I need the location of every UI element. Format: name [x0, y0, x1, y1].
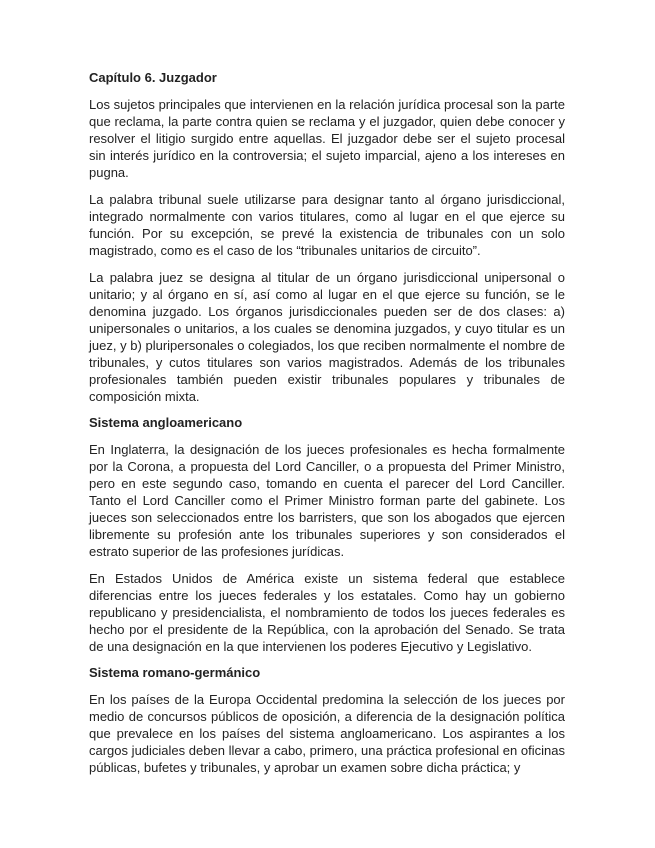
paragraph-estados-unidos: En Estados Unidos de América existe un sistema federal que establece diferencias entre los jueces federales y los estatales. Como hay un gobierno republicano y presidencialista, el nombramiento de todos los jueces federales es hecho por el presidente de la República, con la aprobación del Senado. Se trata de una designación en la que intervienen los poderes Ejecutivo y Legislativo. [89, 571, 565, 654]
paragraph-europa-occidental: En los países de la Europa Occidental predomina la selección de los jueces por medio de concursos públicos de oposición, a diferencia de la designación política que prevalece en los países del sistema angloamericano. Los aspirantes a los cargos judiciales deben llevar a cabo, primero, una práctica profesional en oficinas públicas, bufetes y tribunales, y aprobar un examen sobre dicha práctica; y [89, 692, 565, 775]
section-heading-romano-germanico: Sistema romano-germánico [89, 665, 261, 680]
paragraph-tribunal: La palabra tribunal suele utilizarse para designar tanto al órgano jurisdiccional, integrado normalmente con varios titulares, como al lugar en el que ejerce su función. Por su excepción, se prevé la existencia de tribunales con un solo magistrado, como es el caso de los “tribunales unitarios de circuito”. [89, 192, 565, 258]
document-page [89, 70, 565, 786]
paragraph-juez: La palabra juez se designa al titular de un órgano jurisdiccional unipersonal o unitario; y al órgano en sí, así como al lugar en el que ejerce su función, se le denomina juzgado. Los órganos jurisdiccionales pueden ser de dos clases: a) unipersonales o unitarios, a los cuales se denomina juzgados, y cuyo titular es un juez, y b) pluripersonales o colegiados, los que reciben normalmente el nombre de tribunales, y cutos titulares son varios magistrados. Además de los tribunales profesionales también pueden existir tribunales populares y tribunales de composición mixta. [89, 270, 565, 404]
section-heading-angloamericano: Sistema angloamericano [89, 415, 243, 430]
chapter-heading: Capítulo 6. Juzgador [89, 70, 217, 85]
paragraph-sujetos: Los sujetos principales que intervienen en la relación jurídica procesal son la parte que reclama, la parte contra quien se reclama y el juzgador, quien debe conocer y resolver el litigio surgido entre aquellas. El juzgador debe ser el sujeto procesal sin interés jurídico en la controversia; el sujeto imparcial, ajeno a los intereses en pugna. [89, 97, 565, 180]
paragraph-inglaterra: En Inglaterra, la designación de los jueces profesionales es hecha formalmente por la Corona, a propuesta del Lord Canciller, o a propuesta del Primer Ministro, pero en este segundo caso, tomando en cuenta el parecer del Lord Canciller. Tanto el Lord Canciller como el Primer Ministro forman parte del gabinete. Los jueces son seleccionados entre los barristers, que son los abogados que ejercen libremente su profesión ante los tribunales superiores y son considerados el estrato superior de las profesiones jurídicas. [89, 442, 565, 559]
